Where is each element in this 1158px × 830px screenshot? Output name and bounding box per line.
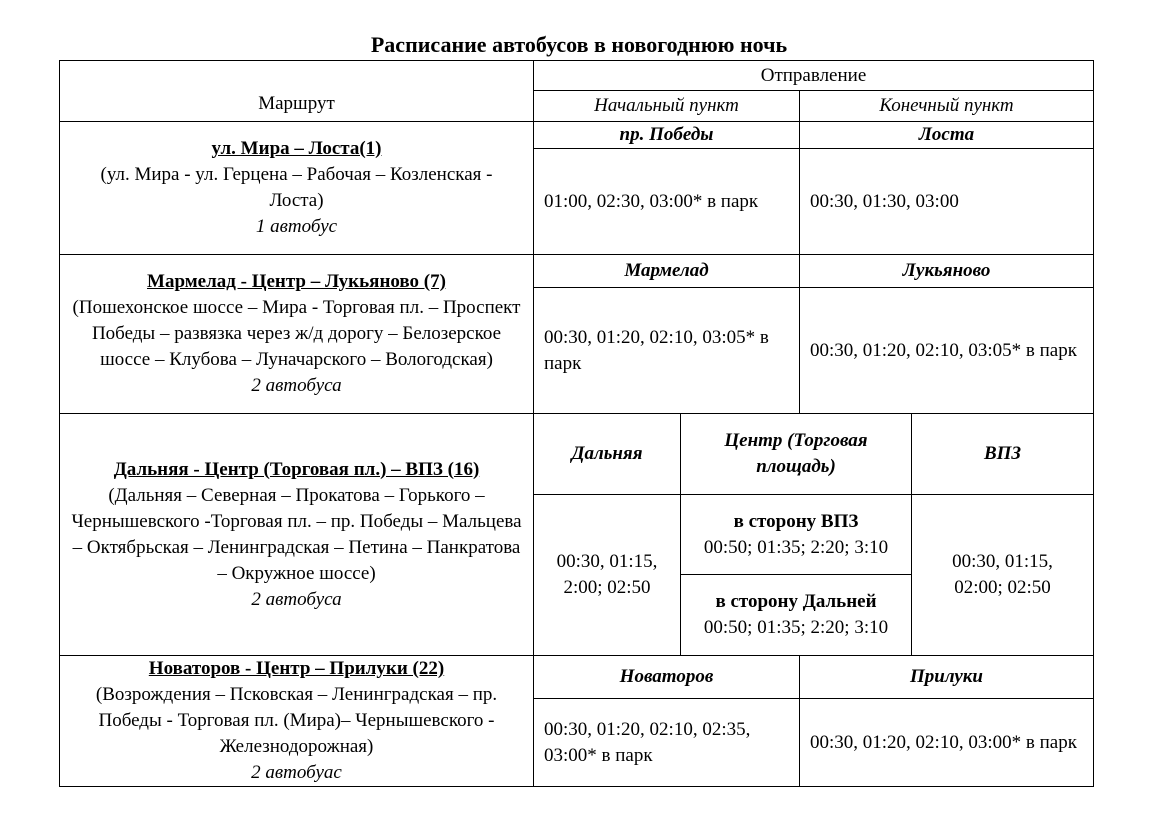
route-16-mid-name: Центр (Торговая площадь) — [724, 430, 868, 477]
route-1-info-cell — [59, 121, 534, 255]
route-16-info-cell — [59, 413, 534, 656]
route-1-start-times-cell — [533, 148, 800, 255]
route-1-name: ул. Мира – Лоста(1) — [211, 138, 382, 159]
header-departure-cell — [533, 60, 1094, 91]
route-16-mid-dir2-cell — [680, 574, 912, 656]
route-7-name: Мармелад - Центр – Лукьяново (7) — [147, 271, 446, 292]
header-end-point: Конечный пункт — [879, 95, 1014, 116]
route-16-path: (Дальняя – Северная – Прокатова – Горького – Чернышевского -Торговая пл. – пр. Победы – Мальцева – Октябрьская – Ленинградская – Петина – Панкратова – Окружное шоссе) — [71, 484, 522, 584]
route-22-start-times: 00:30, 01:20, 02:10, 02:35, 03:00* в парк — [544, 718, 751, 766]
route-16-mid-times1: 00:50; 01:35; 2:20; 3:10 — [703, 536, 889, 558]
route-1-end-name-cell — [799, 121, 1094, 149]
route-16-mid-times2: 00:50; 01:35; 2:20; 3:10 — [703, 617, 889, 638]
route-7-info-cell — [59, 254, 534, 414]
route-16-end-name-cell — [911, 413, 1094, 495]
route-16-start-name: Дальняя — [571, 443, 643, 464]
route-7-end-times-cell — [799, 287, 1094, 414]
route-7-start-times-cell — [533, 287, 800, 414]
route-7-start-name: Мармелад — [624, 260, 709, 281]
route-22-name: Новаторов - Центр – Прилуки (22) — [148, 658, 445, 679]
route-7-end-name-cell — [799, 254, 1094, 288]
header-end-point-cell — [799, 90, 1094, 122]
route-7-end-times: 00:30, 01:20, 02:10, 03:05* в парк — [810, 339, 1077, 361]
route-22-info-cell — [59, 655, 534, 787]
route-16-end-times-cell — [911, 494, 1094, 656]
route-16-start-name-cell — [533, 413, 681, 495]
header-route-cell — [59, 60, 534, 122]
route-1-end-times-cell — [799, 148, 1094, 255]
route-16-buses: 2 автобуса — [251, 588, 342, 610]
route-22-buses: 2 автобуас — [251, 762, 342, 783]
route-16-mid-dir2: в сторону Дальней — [715, 591, 877, 612]
route-7-buses: 2 автобуса — [251, 375, 342, 396]
header-route: Маршрут — [258, 93, 335, 114]
route-1-buses: 1 автобус — [255, 216, 338, 237]
route-1-end-times: 00:30, 01:30, 03:00 — [810, 190, 959, 212]
header-start-point-cell — [533, 90, 800, 122]
route-22-path: (Возрождения – Псковская – Ленинградская – пр. Победы - Торговая пл. (Мира)– Чернышевского - Железнодорожная) — [95, 684, 498, 757]
route-16-mid-dir1-cell — [680, 494, 912, 575]
route-7-end-name: Лукьяново — [902, 260, 991, 281]
page-title: Расписание автобусов в новогоднюю ночь — [370, 32, 788, 57]
route-22-end-times: 00:30, 01:20, 02:10, 03:00* в парк — [810, 731, 1077, 753]
route-22-start-times-cell — [533, 698, 800, 787]
route-22-end-times-cell — [799, 698, 1094, 787]
route-1-start-name-cell — [533, 121, 800, 149]
route-22-start-name: Новаторов — [619, 666, 714, 687]
route-1-start-times: 01:00, 02:30, 03:00* в парк — [544, 190, 759, 212]
route-22-end-name: Прилуки — [910, 666, 983, 687]
route-7-start-name-cell — [533, 254, 800, 288]
route-16-name: Дальняя - Центр (Торговая пл.) – ВПЗ (16) — [113, 458, 480, 480]
route-1-start-name: пр. Победы — [619, 124, 714, 145]
route-1-end-name: Лоста — [918, 124, 975, 145]
route-16-mid-dir1: в сторону ВПЗ — [733, 510, 859, 532]
route-22-end-name-cell — [799, 655, 1094, 699]
route-16-mid-name-cell — [680, 413, 912, 495]
route-16-start-times-cell — [533, 494, 681, 656]
route-22-start-name-cell — [533, 655, 800, 699]
header-departure: Отправление — [760, 64, 867, 86]
route-7-start-times: 00:30, 01:20, 02:10, 03:05* в парк — [544, 326, 769, 374]
header-start-point: Начальный пункт — [594, 95, 739, 116]
route-1-path: (ул. Мира - ул. Герцена – Рабочая – Козленская - Лоста) — [100, 164, 493, 211]
route-16-end-name: ВПЗ — [983, 443, 1022, 464]
route-7-path: (Пошехонское шоссе – Мира - Торговая пл. – Проспект Победы – развязка через ж/д дорогу – Белозерское шоссе – Клубова – Луначарского – Вологодская) — [72, 297, 521, 370]
route-16-start-times: 00:30, 01:15, 2:00; 02:50 — [556, 551, 658, 598]
route-16-end-times: 00:30, 01:15, 02:00; 02:50 — [952, 551, 1053, 598]
